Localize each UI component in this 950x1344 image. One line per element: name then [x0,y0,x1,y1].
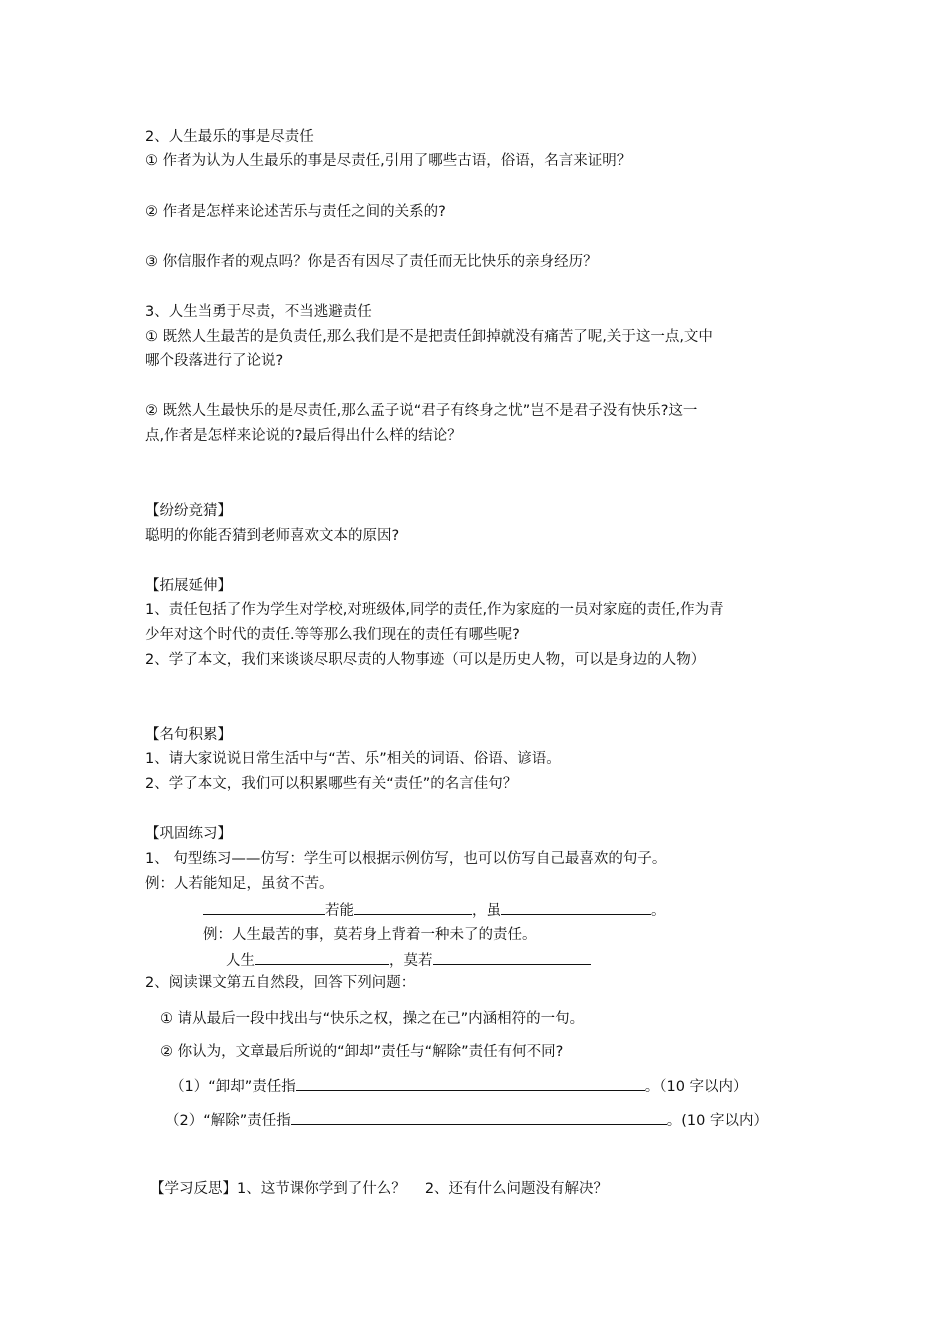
answer-limit: 。（10 字以内） [644,1079,748,1095]
section2-question-2: ② 作者是怎样来论述苦乐与责任之间的关系的? [145,204,446,220]
guess-title: 【纷纷竞猜】 [145,503,232,519]
fill-blank[interactable] [255,950,389,965]
answer-label: （2）“解除”责任指 [165,1113,291,1129]
extend-item-1-line1: 1、责任包括了作为学生对学校,对班级体,同学的责任,作为家庭的一员对家庭的责任,作为青 [145,602,724,618]
answer-blank[interactable] [291,1110,667,1125]
extend-item-1-line2: 少年对这个时代的责任.等等那么我们现在的责任有哪些呢? [145,627,520,643]
practice-sub-2: ② 你认为，文章最后所说的“卸却”责任与“解除”责任有何不同? [160,1044,564,1060]
answer-blank[interactable] [296,1076,645,1091]
section3-question-2-line2: 点,作者是怎样来论说的?最后得出什么样的结论？ [145,428,462,444]
practice-sub-1: ① 请从最后一段中找出与“快乐之权，操之在己”内涵相符的一句。 [160,1011,585,1027]
fill-blank[interactable] [501,900,651,915]
answer-line-2 [165,1110,768,1130]
extend-title: 【拓展延伸】 [145,578,232,594]
practice-example-1: 例：人若能知足，虽贫不苦。 [145,876,334,892]
fill-blank[interactable] [433,950,591,965]
fill-label: 若能 [325,903,354,919]
reflection: 【学习反思】1、这节课你学到了什么？ 2、还有什么问题没有解决？ [150,1181,609,1197]
answer-line-1 [170,1076,748,1096]
fill-label: ，莫若 [389,953,433,969]
quotes-item-1: 1、请大家说说日常生活中与“苦、乐”相关的词语、俗语、谚语。 [145,751,561,767]
fill-label: ，虽 [472,903,501,919]
quotes-title: 【名句积累】 [145,727,232,743]
section3-heading: 3、人生当勇于尽责，不当逃避责任 [145,304,372,320]
practice-item-1: 1、 句型练习——仿写：学生可以根据示例仿写，也可以仿写自己最喜欢的句子。 [145,851,667,867]
section2-heading: 2、人生最乐的事是尽责任 [145,129,314,145]
practice-title: 【巩固练习】 [145,826,232,842]
section3-question-1-line2: 哪个段落进行了论说? [145,353,284,369]
fill-line-1 [203,900,666,920]
quotes-item-2: 2、学了本文，我们可以积累哪些有关“责任”的名言佳句？ [145,776,518,792]
section2-question-3: ③ 你信服作者的观点吗？你是否有因尽了责任而无比快乐的亲身经历？ [145,254,598,270]
answer-limit: 。(10 字以内） [666,1113,768,1129]
guess-text: 聪明的你能否猜到老师喜欢文本的原因? [145,528,400,544]
fill-blank[interactable] [354,900,472,915]
fill-blank[interactable] [203,900,325,915]
section3-question-1-line1: ① 既然人生最苦的是负责任,那么我们是不是把责任卸掉就没有痛苦了呢,关于这一点,文中 [145,329,713,345]
practice-example-2: 例：人生最苦的事，莫若身上背着一种未了的责任。 [203,927,537,943]
fill-label: 人生 [226,953,255,969]
practice-item-2: 2、阅读课文第五自然段，回答下列问题： [145,975,416,991]
section3-question-2-line1: ② 既然人生最快乐的是尽责任,那么孟子说“君子有终身之忧”岂不是君子没有快乐?这一 [145,403,698,419]
fill-label: 。 [651,903,666,919]
section2-question-1: ① 作者为认为人生最乐的事是尽责任,引用了哪些古语，俗语，名言来证明？ [145,153,632,169]
answer-label: （1）“卸却”责任指 [170,1079,296,1095]
extend-item-2: 2、学了本文，我们来谈谈尽职尽责的人物事迹（可以是历史人物，可以是身边的人物） [145,652,706,668]
fill-line-2 [226,950,591,970]
